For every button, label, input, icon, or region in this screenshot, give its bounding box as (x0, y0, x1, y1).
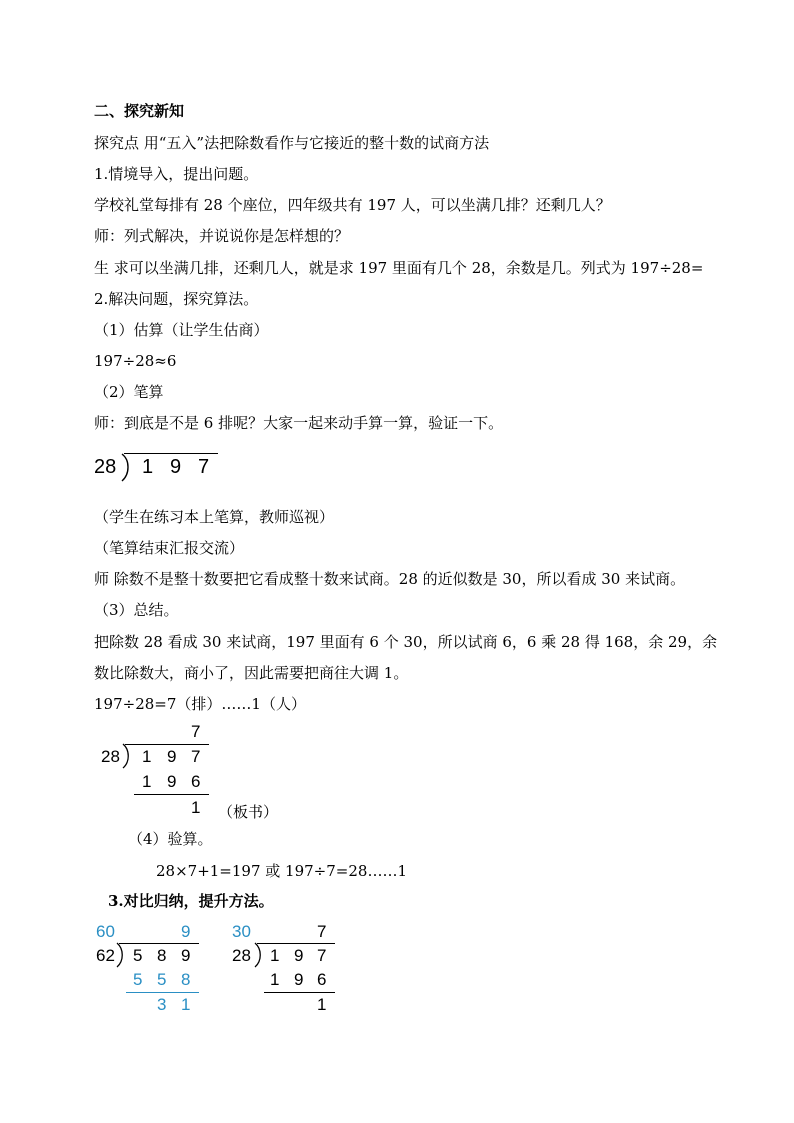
quotient-digit: 7 (317, 922, 327, 941)
step-1-title: 1.情境导入，提出问题。 (94, 165, 259, 183)
dividend-digit: 1 (142, 456, 154, 478)
approx-divisor: 60 (96, 922, 115, 941)
product-digit: 5 (157, 970, 167, 989)
dividend-digit: 9 (294, 946, 304, 965)
subtraction-line (264, 992, 335, 993)
exploration-point: 探究点 用“五入”法把除数看作与它接近的整十数的试商方法 (94, 134, 490, 152)
division-bracket (120, 452, 140, 482)
estimate-expression: 197÷28≈6 (94, 352, 177, 370)
note-report: （笔算结束汇报交流） (94, 539, 245, 557)
step-2-title: 2.解决问题，探究算法。 (94, 290, 259, 308)
dividend-digit: 8 (157, 946, 167, 965)
dividend-digit: 9 (170, 456, 182, 478)
divisor: 62 (96, 946, 115, 965)
part-4-check: （4）验算。 (128, 830, 213, 848)
quotient-digit: 7 (191, 722, 201, 741)
division-bracket (253, 942, 269, 968)
teacher-line-2: 师：到底是不是 6 排呢？大家一起来动手算一算，验证一下。 (94, 414, 504, 432)
divisor: 28 (94, 456, 117, 478)
dividend-digit: 1 (142, 747, 152, 766)
product-digit: 8 (181, 970, 191, 989)
divisor: 28 (232, 946, 251, 965)
product-digit: 1 (270, 970, 280, 989)
division-bracket (121, 743, 137, 769)
note-students-work: （学生在练习本上笔算，教师巡视） (94, 508, 335, 526)
product-digit: 6 (191, 772, 201, 791)
remainder-digit: 1 (181, 995, 191, 1014)
teacher-line-3: 师 除数不是整十数要把它看成整十数来试商。28 的近似数是 30，所以看成 30 来试商。 (94, 570, 686, 588)
dividend-digit: 9 (181, 946, 191, 965)
division-bar (119, 943, 199, 944)
remainder: 1 (191, 798, 201, 817)
step-3-title: 3.对比归纳，提升方法。 (108, 892, 274, 910)
dividend-digit: 1 (270, 946, 280, 965)
division-bracket (115, 942, 131, 968)
part-2-written: （2）笔算 (94, 383, 164, 401)
subtraction-line (126, 992, 199, 993)
student-line: 生 求可以坐满几排，还剩几人，就是求 197 里面有几个 28，余数是几。列式为 197÷28= (94, 259, 704, 277)
problem-text: 学校礼堂每排有 28 个座位，四年级共有 197 人，可以坐满几排？还剩几人？ (94, 196, 611, 214)
part-3-summary: （3）总结。 (94, 601, 179, 619)
product-digit: 5 (133, 970, 143, 989)
dividend-digit: 7 (191, 747, 201, 766)
subtraction-line (134, 794, 209, 795)
product-digit: 9 (167, 772, 177, 791)
summary-line-2: 数比除数大，商小了，因此需要把商往大调 1。 (94, 664, 409, 682)
part-1-estimate: （1）估算（让学生估商） (94, 321, 269, 339)
summary-line-1: 把除数 28 看成 30 来试商，197 里面有 6 个 30，所以试商 6，6 乘 28 得 168，余 29，余 (94, 633, 718, 651)
teacher-line-1: 师：列式解决，并说说你是怎样想的？ (94, 227, 350, 245)
section-heading: 二、探究新知 (94, 102, 185, 120)
remainder-digit: 3 (157, 995, 167, 1014)
dividend-digit: 9 (167, 747, 177, 766)
product-digit: 1 (142, 772, 152, 791)
division-bar (124, 453, 218, 454)
check-expression: 28×7+1=197 或 197÷7=28……1 (156, 862, 407, 880)
board-note: （板书） (218, 803, 279, 821)
dividend-digit: 7 (317, 946, 327, 965)
dividend-digit: 5 (133, 946, 143, 965)
dividend-digit: 7 (198, 456, 210, 478)
approx-divisor: 30 (232, 922, 251, 941)
remainder: 1 (317, 995, 327, 1014)
divisor: 28 (101, 747, 120, 766)
product-digit: 9 (294, 970, 304, 989)
quotient-digit: 9 (181, 922, 191, 941)
result-expression: 197÷28=7（排）……1（人） (94, 695, 306, 713)
product-digit: 6 (317, 970, 327, 989)
division-bar (125, 744, 209, 745)
